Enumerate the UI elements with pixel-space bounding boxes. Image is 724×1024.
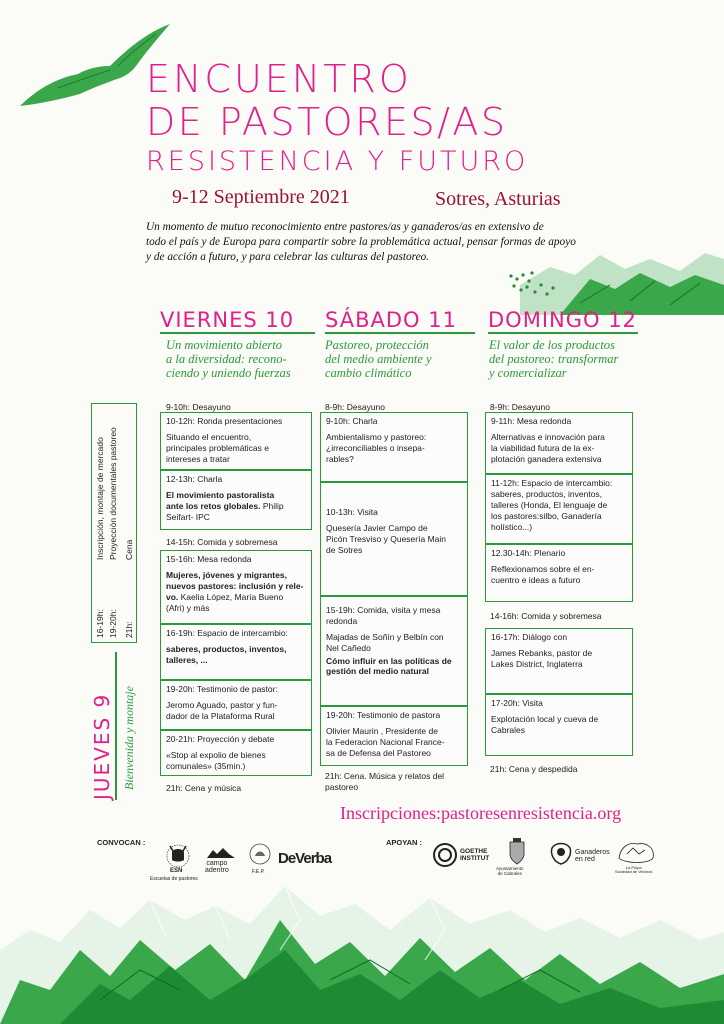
divider-sabado: [325, 332, 475, 334]
fep-logo-text: F.E.P.: [252, 869, 265, 875]
flock-icon: [505, 270, 565, 300]
domingo-event-intercambio: 11-12h: Espacio de intercambio: saberes, productos, inventos, talleres (Honda, El lenguaje de los pastores:silbo, Ganadería holístico...): [485, 474, 633, 544]
sabado-event-visita: 10-13h: Visita Quesería Javier Campo de Picón Tresviso y Quesería Main de Sotres: [320, 482, 468, 596]
fep-logo-icon: [248, 842, 272, 868]
theme-viernes: Un movimiento abierto a la diversidad: recono- ciendo y uniendo fuerzas: [166, 338, 291, 380]
goethe-logo-icon: [432, 842, 458, 868]
theme-sabado: Pastoreo, protección del medio ambiente y cambio climático: [325, 338, 432, 380]
day-header-viernes: VIERNES 10: [160, 308, 295, 332]
day-header-domingo: DOMINGO 12: [488, 308, 637, 332]
day-header-jueves: JUEVES 9: [90, 692, 114, 800]
viernes-event-mesa-redonda: 15-16h: Mesa redonda Mujeres, jóvenes y migrantes, nuevos pastores: inclusión y rele- vo. Kaelia López, María Bueno (Afri) y más: [160, 550, 312, 624]
domingo-event-mesa-redonda: 9-11h: Mesa redonda Alternativas e innovación para la viabilidad futura de la ex- plotación ganadera extensiva: [485, 412, 633, 474]
domingo-lunch: 14-16h: Comida y sobremesa: [490, 611, 602, 621]
sabado-dinner: 21h: Cena. Música y relatos del pastoreo: [325, 771, 445, 792]
convocan-label: CONVOCAN :: [97, 838, 146, 847]
domingo-event-dialogo: 16-17h: Diálogo con James Rebanks, pastor de Lakes District, Inglaterra: [485, 628, 633, 694]
la-pulpa-logo-text: La Pulpa Sociedad de Vecinos: [615, 865, 653, 875]
theme-jueves: Bienvenida y montaje: [122, 686, 136, 790]
registration-link[interactable]: Inscripciones:pastoresenresistencia.org: [340, 803, 622, 823]
apoyan-label: APOYAN :: [386, 838, 422, 847]
viernes-event-proyeccion: 20-21h: Proyección y debate «Stop al expolio de bienes comunales» (35min.): [160, 730, 312, 776]
divider-viernes: [160, 332, 315, 334]
viernes-dinner: 21h: Cena y música: [166, 783, 242, 793]
domingo-breakfast: 8-9h: Desayuno: [490, 402, 551, 412]
intro-text: Un momento de mutuo reconocimiento entre pastores/as y ganaderos/as en extensivo de todo el país y de Europa para compartir sobre la problemática actual, pensar formas de apoyo y de acción a futuro, y para celebrar las culturas del pastoreo.: [146, 221, 576, 263]
title-line-1: ENCUENTRO: [146, 57, 412, 101]
sabado-event-mesa-redonda: 15-19h: Comida, visita y mesa redonda Majadas de Soñín y Belbín con Nel Cañedo Cómo influir en las políticas de gestión del medio natural: [320, 596, 468, 706]
event-location: Sotres, Asturias: [435, 188, 561, 210]
title-line-3: RESISTENCIA Y FUTURO: [146, 146, 529, 177]
viernes-event-intercambio: 16-19h: Espacio de intercambio: saberes, productos, inventos, talleres, ...: [160, 624, 312, 680]
event-dates: 9-12 Septiembre 2021: [172, 186, 350, 208]
domingo-event-plenario: 12.30-14h: Plenario Reflexionamos sobre el en- cuentro e ideas a futuro: [485, 544, 633, 602]
viernes-event-testimonio: 19-20h: Testimonio de pastor: Jeromo Aguado, pastor y fun- dador de la Plataforma Rural: [160, 680, 312, 730]
goethe-logo-text: GOETHE INSTITUT: [460, 848, 490, 863]
viernes-lunch: 14-15h: Comida y sobremesa: [166, 537, 278, 547]
divider-domingo: [488, 332, 638, 334]
ganaderos-en-red-logo-icon: [548, 840, 574, 868]
mountain-illustration-bottom: [0, 880, 724, 1024]
la-pulpa-logo-icon: [615, 838, 657, 868]
jueves-row2-time: 19-20h:: [108, 609, 118, 638]
jueves-row3-text: Cena: [124, 539, 134, 560]
domingo-event-visita: 17-20h: Visita Explotación local y cueva de Cabrales: [485, 694, 633, 756]
sabado-breakfast: 8-9h: Desayuno: [325, 402, 386, 412]
viernes-event-charla: 12-13h: Charla El movimiento pastoralista ante los retos globales. Philip Seifart- IPC: [160, 470, 312, 530]
theme-domingo: El valor de los productos del pastoreo: transformar y comercializar: [489, 338, 619, 380]
cabrales-shield-icon: [507, 838, 527, 866]
sabado-event-charla: 9-10h: Charla Ambientalismo y pastoreo: ¿irreconciliables o insepa- rables?: [320, 412, 468, 482]
escuela-pastores-arc-text: Escuelas de pastores: [150, 876, 198, 882]
ganaderos-en-red-logo-text: Ganaderos en red: [575, 849, 610, 863]
jueves-row1-time: 16-19h:: [95, 609, 105, 638]
deverba-logo: DeVerba: [278, 850, 332, 867]
campo-adentro-logo-icon: [205, 846, 237, 860]
sabado-event-testimonio: 19-20h: Testimonio de pastora Olivier Maurin , Presidente de la Federacion Nacional France- sa de Defensa del Pastoreo: [320, 706, 468, 766]
jueves-row2-text: Proyección documentales pastoreo: [108, 427, 118, 560]
divider-jueves: [115, 652, 117, 800]
viernes-breakfast: 9-10h: Desayuno: [166, 402, 231, 412]
campo-adentro-logo-text: campo adentro: [205, 860, 229, 874]
viernes-event-presentaciones: 10-12h: Ronda presentaciones Situando el encuentro, principales problemáticas e intereses a tratar: [160, 412, 312, 470]
domingo-dinner: 21h: Cena y despedida: [490, 764, 578, 774]
jueves-row3-time: 21h:: [124, 621, 134, 638]
jueves-row1-text: Inscripción, montaje de mercado: [95, 437, 105, 560]
day-header-sabado: SÁBADO 11: [325, 308, 457, 332]
escuela-pastores-logo-text: ESN: [170, 868, 183, 874]
title-line-2: DE PASTORES/AS: [146, 100, 508, 144]
cabrales-logo-text: Ayuntamiento de Cabrales: [496, 866, 524, 876]
